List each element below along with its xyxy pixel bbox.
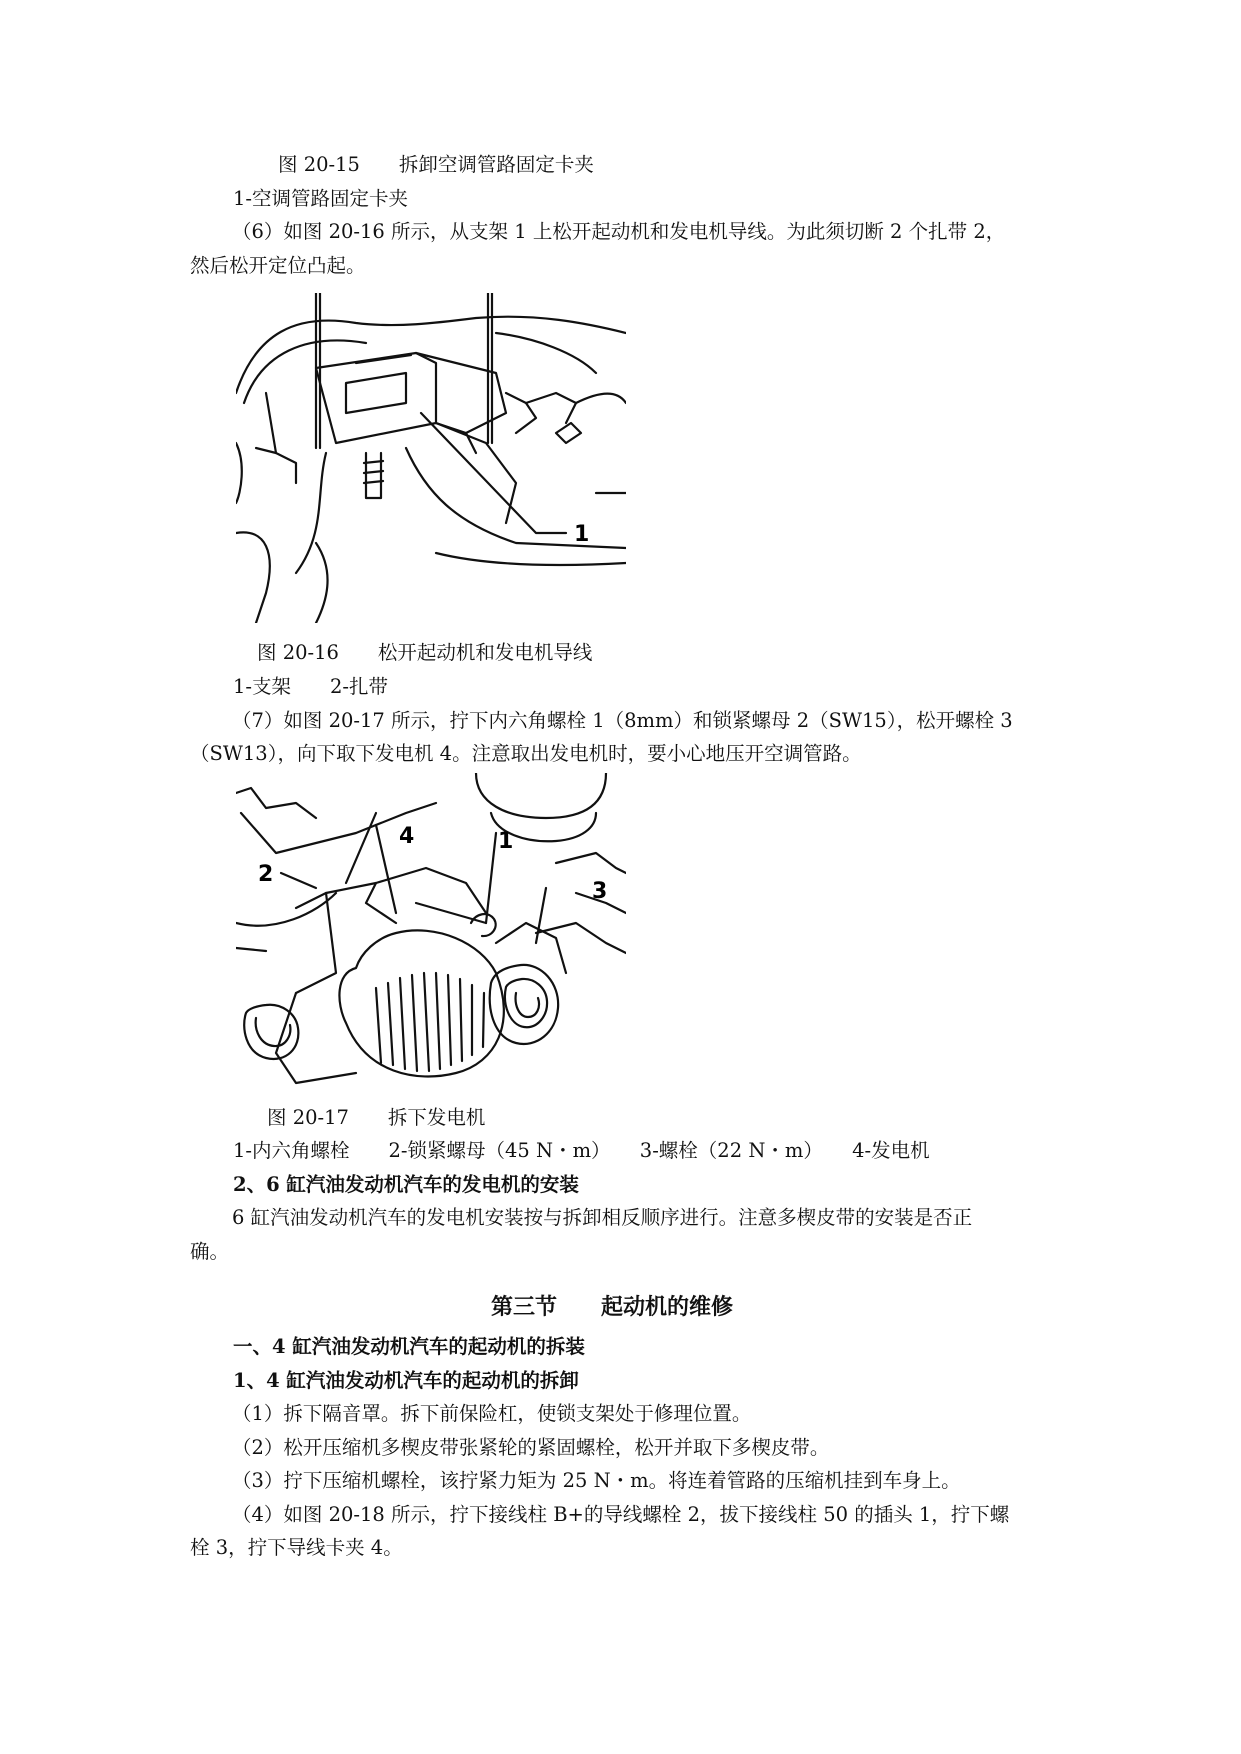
heading-install-6cyl: 2、6 缸汽油发动机汽车的发电机的安装 <box>233 1173 579 1196</box>
figure-20-17-drawing <box>236 773 626 1093</box>
figure-20-16-image <box>236 293 626 623</box>
step-7-line-2: （SW13），向下取下发电机 4。注意取出发电机时，要小心地压开空调管路。 <box>190 742 862 765</box>
step-s4-line-1: （4）如图 20-18 所示，拧下接线柱 B+的导线螺栓 2，拔下接线柱 50 的插头 1，拧下螺 <box>232 1503 1010 1526</box>
figure-20-17-label-2: 2 <box>258 862 274 887</box>
figure-caption-20-16: 图 20-16 松开起动机和发电机导线 <box>257 641 593 664</box>
step-s1: （1）拆下隔音罩。拆下前保险杠，使锁支架处于修理位置。 <box>232 1402 752 1425</box>
figure-20-17-label-4: 4 <box>399 824 415 849</box>
step-s2: （2）松开压缩机多楔皮带张紧轮的紧固螺栓，松开并取下多楔皮带。 <box>232 1436 830 1459</box>
figure-20-17-label-1: 1 <box>498 829 514 854</box>
section-title: 第三节 起动机的维修 <box>491 1294 734 1320</box>
figure-caption-20-15: 图 20-15 拆卸空调管路固定卡夹 <box>278 153 594 176</box>
figure-20-17-image <box>236 773 626 1093</box>
sub-heading-1: 一、4 缸汽油发动机汽车的起动机的拆装 <box>233 1335 585 1358</box>
figure-legend-20-17: 1-内六角螺栓 2-锁紧螺母（45 N・m） 3-螺栓（22 N・m） 4-发电机 <box>233 1139 930 1162</box>
figure-legend-20-16: 1-支架 2-扎带 <box>233 675 388 698</box>
figure-20-17-label-3: 3 <box>592 879 608 904</box>
step-7-line-1: （7）如图 20-17 所示，拧下内六角螺栓 1（8mm）和锁紧螺母 2（SW15），松开螺栓 3 <box>232 709 1013 732</box>
step-6-line-2: 然后松开定位凸起。 <box>190 254 366 277</box>
figure-20-16-drawing <box>236 293 626 623</box>
step-6-line-1: （6）如图 20-16 所示，从支架 1 上松开起动机和发电机导线。为此须切断 2 个扎带 2， <box>232 220 1006 243</box>
step-s4-line-2: 栓 3，拧下导线卡夹 4。 <box>190 1536 403 1559</box>
install-line-1: 6 缸汽油发动机汽车的发电机安装按与拆卸相反顺序进行。注意多楔皮带的安装是否正 <box>232 1206 973 1229</box>
install-line-2: 确。 <box>190 1240 230 1263</box>
step-s3: （3）拧下压缩机螺栓，该拧紧力矩为 25 N・m。将连着管路的压缩机挂到车身上。 <box>232 1469 961 1492</box>
figure-caption-20-17: 图 20-17 拆下发电机 <box>267 1106 486 1129</box>
figure-legend-20-15: 1-空调管路固定卡夹 <box>233 187 408 210</box>
figure-20-16-label-1: 1 <box>574 522 590 547</box>
sub-heading-2: 1、4 缸汽油发动机汽车的起动机的拆卸 <box>233 1369 579 1392</box>
